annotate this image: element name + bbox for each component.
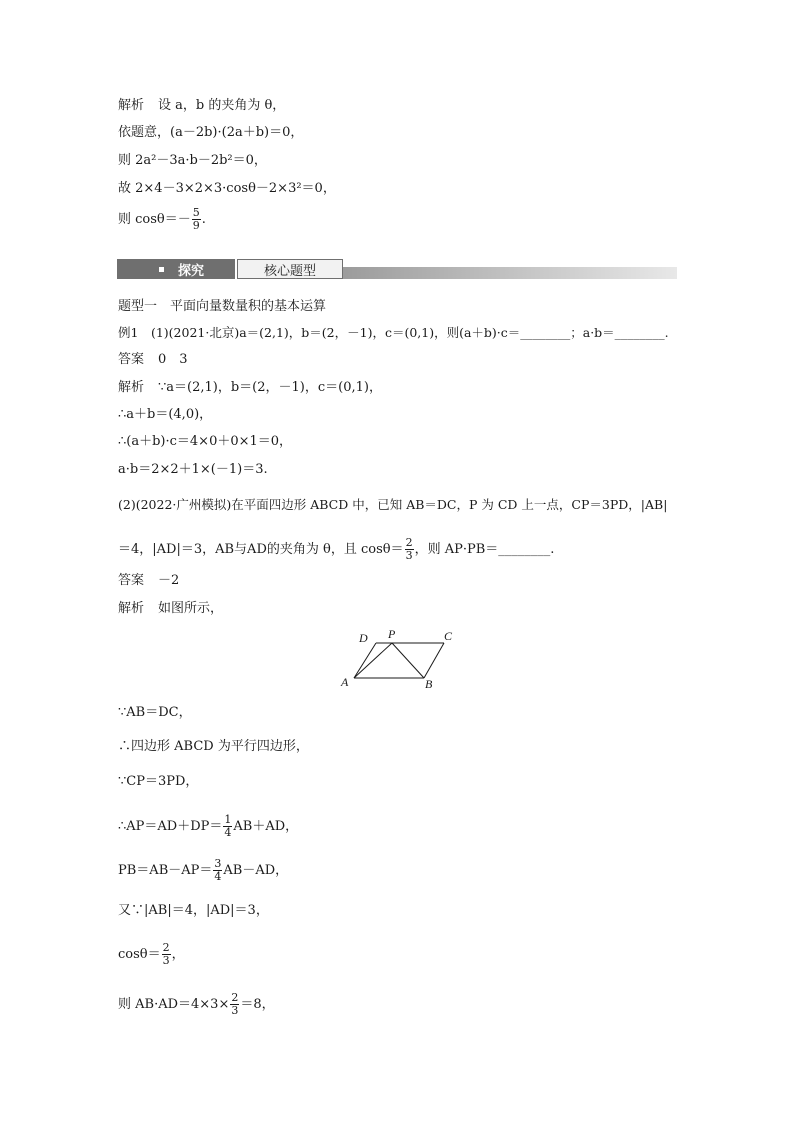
solution-text: 如图所示， [158, 601, 224, 616]
fraction [192, 207, 201, 232]
analysis-keyword: 解析 [118, 380, 145, 395]
analysis-keyword: 解析 [118, 601, 145, 616]
s5-pre: PB＝AB－AP＝ [118, 863, 213, 878]
parallelogram-figure [334, 626, 464, 692]
section-banner [117, 259, 677, 281]
fraction [223, 814, 232, 839]
s4-pre: ∴AP＝AD＋DP＝ [118, 819, 223, 834]
label-d: D [359, 631, 368, 645]
example-2-answer [118, 572, 179, 590]
intro-line-5 [118, 207, 206, 232]
intro-text-1: 设 a，b 的夹角为 θ， [158, 98, 286, 113]
intro-l5-pre: 则 cosθ＝－ [118, 212, 191, 227]
fraction-numerator: 2 [405, 536, 413, 549]
square-bullet-icon [159, 267, 164, 272]
banner-light-label: 核心题型 [263, 263, 316, 279]
banner-dark-label: 探究 [178, 263, 205, 279]
solution-step-3: ∵CP＝3PD， [118, 774, 199, 789]
answer-value: 0 3 [158, 352, 188, 367]
solution-text: ∵a＝(2,1)，b＝(2，－1)，c＝(0,1)， [158, 380, 382, 395]
fraction-denominator: 3 [162, 954, 170, 967]
solution-step-6: 又∵|AB|＝4，|AD|＝3， [118, 903, 269, 918]
example-2-question-1: (2)(2022·广州模拟)在平面四边形 ABCD 中，已知 AB＝DC，P 为 CD 上一点，CP＝3PD，|AB| [118, 497, 668, 512]
label-p: P [388, 627, 396, 641]
answer-keyword: 答案 [118, 352, 145, 367]
example-1-question: 例1 (1)(2021·北京)a＝(2,1)，b＝(2，－1)，c＝(0,1)，则(a＋b)·c＝________；a·b＝________. [118, 325, 669, 340]
solution-step-4 [118, 814, 298, 839]
analysis-keyword: 解析 [118, 98, 145, 113]
solution-step-2: ∴四边形 ABCD 为平行四边形， [118, 739, 309, 754]
fraction-denominator: 3 [231, 1004, 239, 1017]
fraction [162, 942, 171, 967]
segment-pb [392, 643, 424, 678]
intro-line-2: 依题意，(a－2b)·(2a＋b)＝0， [118, 125, 304, 140]
s8-post: ＝8， [240, 997, 275, 1012]
example-2-solution-intro [118, 600, 223, 618]
s8-pre: 则 AB·AD＝4×3× [118, 997, 230, 1012]
intro-l5-post: . [201, 212, 206, 227]
example-1-solution-4: a·b＝2×2＋1×(－1)＝3. [118, 462, 268, 477]
s4-post: AB＋AD， [233, 819, 299, 834]
intro-line-4: 故 2×4－3×2×3·cosθ－2×3²＝0， [118, 181, 336, 196]
fraction-denominator: 4 [214, 870, 222, 883]
label-b: B [425, 677, 433, 691]
fraction [213, 858, 222, 883]
edge-cb [424, 643, 444, 678]
label-c: C [444, 629, 453, 643]
example-1-solution-2: ∴a＋b＝(4,0)， [118, 407, 213, 422]
example-1-solution-1 [118, 379, 382, 397]
answer-keyword: 答案 [118, 573, 145, 588]
fraction [230, 992, 239, 1017]
example-1-solution-3: ∴(a＋b)·c＝4×0＋0×1＝0， [118, 434, 293, 449]
banner-gradient-bar [337, 267, 677, 279]
fraction-numerator: 2 [231, 991, 239, 1004]
example-1-answer [118, 351, 188, 369]
solution-step-1: ∵AB＝DC， [118, 705, 192, 720]
intro-line-1 [118, 97, 285, 115]
intro-line-3: 则 2a²－3a·b－2b²＝0， [118, 153, 267, 168]
fraction [405, 537, 414, 562]
solution-step-5 [118, 858, 288, 883]
s5-post: AB－AD， [223, 863, 289, 878]
example-2-question-2 [118, 537, 554, 562]
q2-post: ，则 AP·PB＝________. [414, 542, 555, 557]
solution-step-7 [118, 942, 185, 967]
banner-dark-box [117, 259, 235, 279]
solution-step-8 [118, 992, 275, 1017]
section-title: 题型一 平面向量数量积的基本运算 [118, 299, 327, 314]
fraction-denominator: 9 [192, 219, 200, 232]
q2-pre: ＝4，|AD|＝3，AB与AD的夹角为 θ，且 cosθ＝ [118, 542, 404, 557]
fraction-numerator: 1 [224, 813, 232, 826]
s7-post: ， [171, 947, 185, 962]
banner-light-box [237, 259, 343, 279]
s7-pre: cosθ＝ [118, 947, 161, 962]
fraction-denominator: 3 [405, 549, 413, 562]
fraction-numerator: 5 [192, 206, 200, 219]
fraction-denominator: 4 [224, 826, 232, 839]
answer-value: －2 [158, 573, 180, 588]
fraction-numerator: 3 [214, 857, 222, 870]
fraction-numerator: 2 [162, 941, 170, 954]
label-a: A [341, 675, 349, 689]
